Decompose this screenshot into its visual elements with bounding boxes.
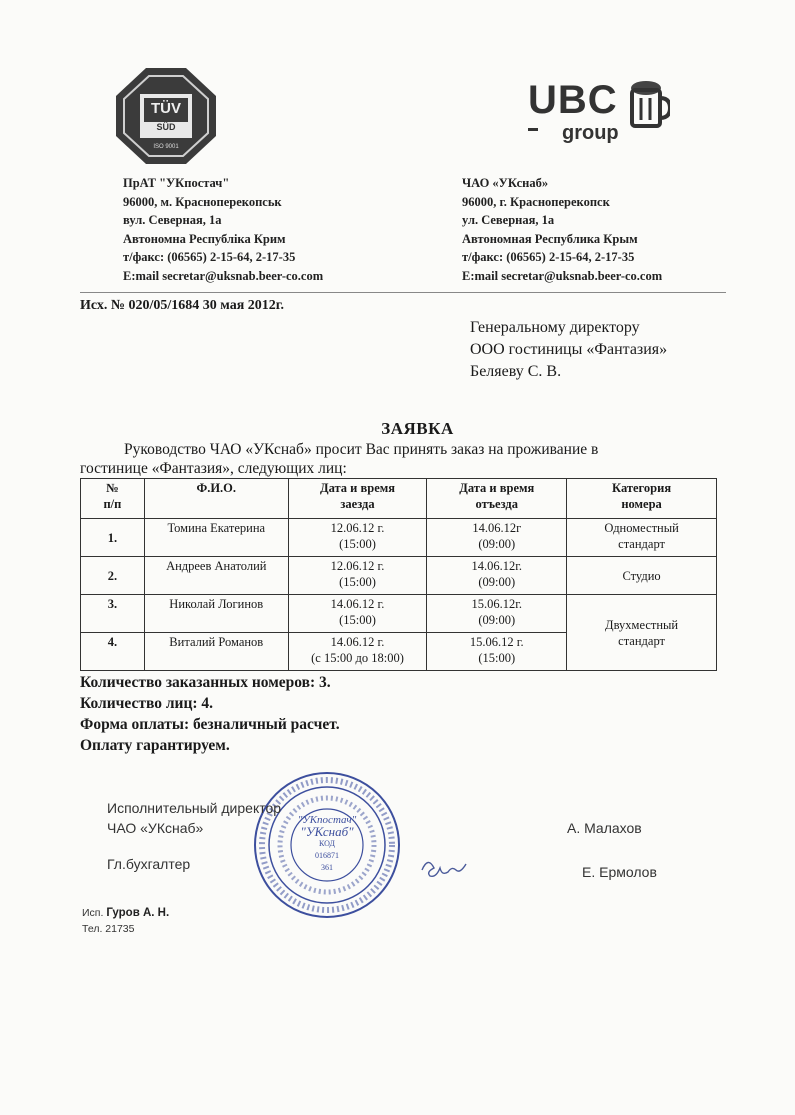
executor-block [82, 905, 169, 937]
table-row [81, 557, 717, 595]
executor-name: Гуров А. Н. [106, 907, 170, 919]
letterhead-left-line: вул. Северная, 1а [123, 213, 222, 227]
tuv-logo-text: TÜV [151, 100, 181, 117]
addressee-line: Беляеву С. В. [470, 363, 562, 380]
row-category: Двухместный стандарт [567, 595, 717, 671]
letterhead-left-line: т/факс: (06565) 2-15-64, 2-17-35 [123, 250, 296, 264]
intro-line: Руководство ЧАО «УКснаб» просит Вас принять заказ на проживание в [124, 441, 599, 458]
stamp-line: 016871 [315, 851, 339, 860]
row-name: Николай Логинов [144, 595, 288, 633]
row-name: Виталий Романов [144, 633, 288, 671]
executor-label: Исп. [82, 907, 104, 919]
intro-line: гостинице «Фантазия», следующих лиц: [80, 460, 347, 477]
director-title [107, 798, 281, 838]
row-checkin: 12.06.12 г. (15:00) [288, 519, 427, 557]
row-num: 2. [81, 557, 145, 595]
tuv-logo-sub: SÜD [156, 122, 176, 132]
addressee-block [470, 317, 667, 383]
header-checkout: Дата и время отъезда [427, 479, 567, 519]
row-category: Студио [567, 557, 717, 595]
letterhead-right [462, 174, 662, 285]
letterhead-left-line: Автономна Республіка Крим [123, 231, 286, 246]
addressee-line: Генеральному директору [470, 319, 640, 336]
summary-line: Количество лиц: 4. [80, 695, 214, 712]
header-category: Категория номера [567, 479, 717, 519]
letterhead-left [123, 174, 323, 285]
header-name: Ф.И.О. [144, 479, 288, 519]
row-checkout: 15.06.12г. (09:00) [427, 595, 567, 633]
row-checkin: 14.06.12 г. (15:00) [288, 595, 427, 633]
row-checkout: 15.06.12 г. (15:00) [427, 633, 567, 671]
tuv-logo [116, 68, 216, 164]
ubc-logo-sub: group [562, 122, 619, 144]
letterhead-left-line: E:mail secretar@uksnab.beer-co.com [123, 268, 324, 283]
row-checkin: 12.06.12 г. (15:00) [288, 557, 427, 595]
letterhead-right-line: ЧАО «УКснаб» [462, 176, 549, 190]
header-checkin: Дата и время заезда [288, 479, 427, 519]
row-num: 1. [81, 519, 145, 557]
accountant-title: Гл.бухгалтер [107, 856, 191, 872]
summary-line: Форма оплаты: безналичный расчет. [80, 716, 340, 733]
executor-phone: Тел. 21735 [82, 923, 135, 935]
beer-mug-icon [628, 80, 670, 130]
summary-line: Количество заказанных номеров: 3. [80, 674, 331, 691]
tuv-logo-iso: ISO 9001 [153, 144, 179, 150]
table-row [81, 595, 717, 633]
booking-table [80, 478, 717, 671]
director-name: А. Малахов [567, 820, 642, 836]
order-summary [80, 672, 340, 756]
row-name: Андреев Анатолий [144, 557, 288, 595]
ubc-logo-text: UBC [528, 78, 618, 122]
row-checkin: 14.06.12 г. (с 15:00 до 18:00) [288, 633, 427, 671]
letterhead-right-line: E:mail secretar@uksnab.beer-co.com [462, 268, 663, 283]
stamp-line: 361 [321, 863, 333, 872]
header-num: № п/п [81, 479, 145, 519]
document-title: ЗАЯВКА [381, 419, 454, 438]
accountant-name: Е. Ермолов [582, 864, 657, 880]
row-category: Одноместный стандарт [567, 519, 717, 557]
letterhead-right-line: 96000, г. Красноперекопск [462, 194, 610, 209]
ubc-logo [528, 78, 673, 150]
letterhead-right-line: т/факс: (06565) 2-15-64, 2-17-35 [462, 250, 635, 264]
letterhead-right-line: ул. Северная, 1а [462, 213, 555, 227]
stamp-line: КОД [319, 839, 335, 848]
table-row [81, 519, 717, 557]
stamp-line: "УКснаб" [300, 824, 354, 839]
row-checkout: 14.06.12г (09:00) [427, 519, 567, 557]
row-checkout: 14.06.12г. (09:00) [427, 557, 567, 595]
handwritten-signature-icon [418, 852, 478, 880]
company-stamp [252, 770, 402, 920]
addressee-line: ООО гостиницы «Фантазия» [470, 341, 668, 358]
stamp-line: "УКпостач" [297, 814, 357, 826]
row-num: 4. [81, 633, 145, 671]
director-title-line: ЧАО «УКснаб» [107, 820, 204, 836]
letterhead-left-line: 96000, м. Красноперекопськ [123, 194, 282, 209]
table-header-row [81, 479, 717, 519]
row-num: 3. [81, 595, 145, 633]
director-title-line: Исполнительный директор [107, 800, 282, 816]
outgoing-reference: Исх. № 020/05/1684 30 мая 2012г. [80, 298, 285, 313]
letterhead-left-line: ПрАТ "УКпостач" [123, 176, 230, 190]
summary-line: Оплату гарантируем. [80, 737, 230, 754]
intro-paragraph [80, 440, 730, 478]
letterhead-right-line: Автономная Республика Крым [462, 231, 638, 246]
letterhead-divider [80, 292, 726, 293]
row-name: Томина Екатерина [144, 519, 288, 557]
